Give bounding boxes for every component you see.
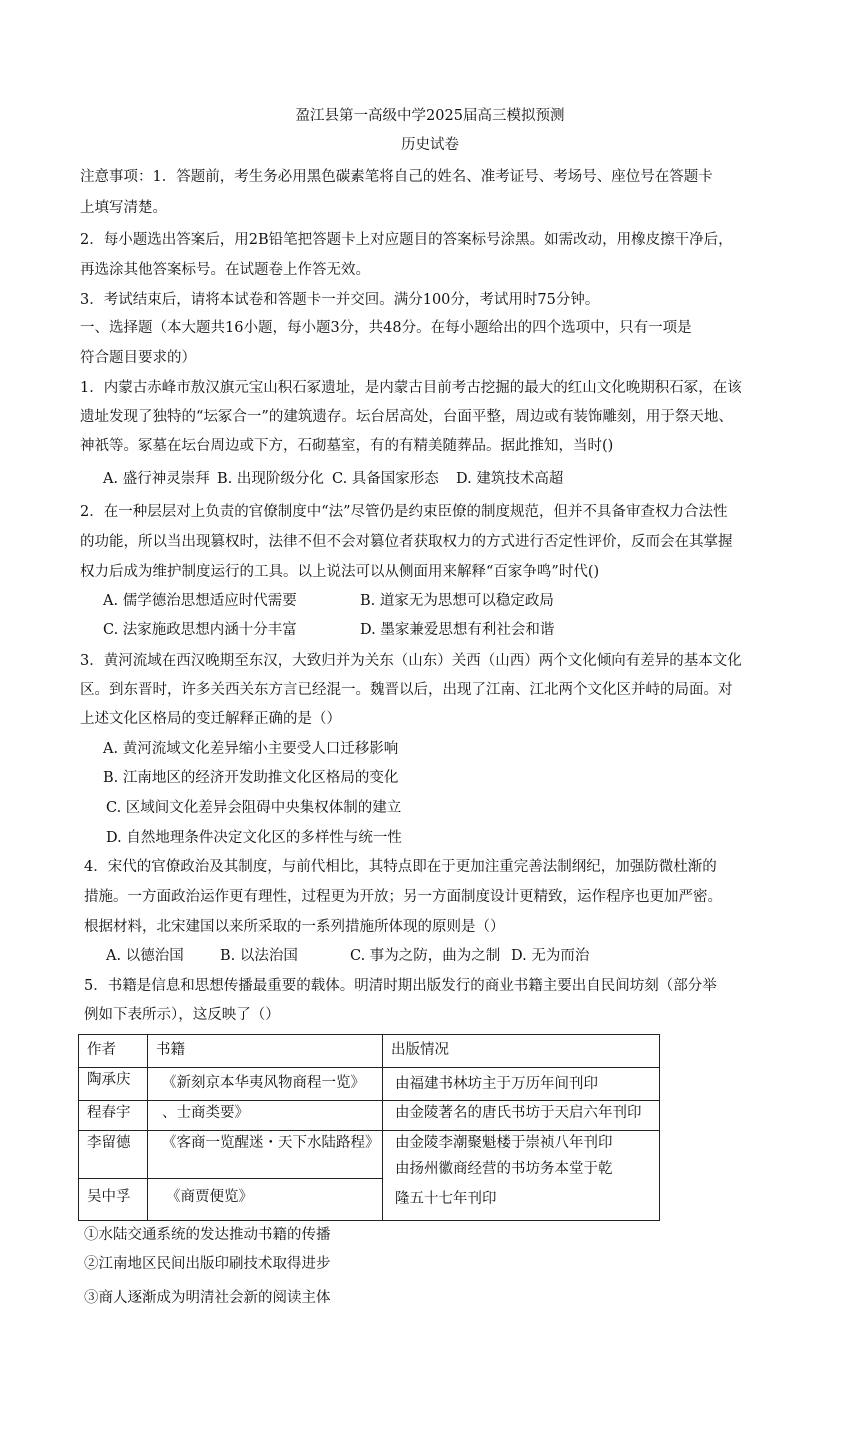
exam-subtitle: 历史试卷: [401, 137, 459, 153]
q2-option-a: A. 儒学德治思想适应时代需要: [103, 593, 297, 609]
q2-option-b: B. 道家无为思想可以稳定政局: [360, 593, 554, 609]
q3-stem-line-2: 区。到东晋时，许多关西关东方言已经混一。魏晋以后，出现了江南、江北两个文化区并峙的局面。对: [80, 682, 733, 698]
cell-publication-continued: [383, 1160, 660, 1221]
section-heading-line-2: 符合题目要求的）: [80, 350, 196, 366]
q3-option-b: B. 江南地区的经济开发助推文化区格局的变化: [103, 770, 399, 786]
q5-stem-line-2: 例如下表所示），这反映了（）: [84, 1007, 280, 1023]
header-author: 作者: [79, 1035, 148, 1068]
table-row: [79, 1179, 660, 1221]
table-header-row: [79, 1035, 660, 1068]
cell-book: 《客商一览醒迷・天下水陆路程》: [148, 1131, 383, 1179]
cell-publication: 由福建书林坊主于万历年间刊印: [383, 1068, 660, 1101]
q2-option-d: D. 墨家兼爱思想有利社会和谐: [360, 622, 555, 638]
cell-publication-line-2: 隆五十七年刊印: [395, 1190, 497, 1207]
q1-stem-line-1: 1．内蒙古赤峰市敖汉旗元宝山积石冢遗址，是内蒙古目前考古挖掘的最大的红山文化晚期积石冢，在该: [80, 380, 742, 396]
q5-stem-line-1: 5．书籍是信息和思想传播最重要的载体。明清时期出版发行的商业书籍主要出自民间坊刻（部分举: [84, 978, 717, 994]
q4-option-a: A. 以德治国: [106, 948, 184, 964]
header-publication: 出版情况: [383, 1035, 660, 1068]
cell-publication: 由金陵著名的唐氏书坊于天启六年刊印: [383, 1101, 660, 1131]
note-2-line-1: 2．每小题选出答案后，用2B铅笔把答题卡上对应题目的答案标号涂黑。如需改动，用橡皮擦干净后，: [80, 232, 733, 248]
cell-book: 《新刻京本华夷风物商程一览》: [148, 1068, 383, 1101]
q2-stem-line-3: 权力后成为维护制度运行的工具。以上说法可以从侧面用来解释“百家争鸣”时代(): [80, 564, 600, 580]
q2-stem-line-2: 的功能，所以当出现篡权时，法律不但不会对篡位者获取权力的方式进行否定性评价，反而会在其掌握: [80, 534, 733, 550]
cell-author: 陶承庆: [79, 1068, 148, 1101]
cell-author: 吴中孚: [79, 1179, 148, 1221]
cell-author: 程春宇: [79, 1101, 148, 1131]
q5-statement-1: ①水陆交通系统的发达推动书籍的传播: [84, 1227, 331, 1243]
q5-statement-3: ③商人逐渐成为明清社会新的阅读主体: [84, 1290, 331, 1306]
q3-stem-line-1: 3．黄河流域在西汉晚期至东汉，大致归并为关东（山东）关西（山西）两个文化倾向有差异的基本文化: [80, 653, 742, 669]
q1-option-d: D. 建筑技术高超: [456, 471, 564, 487]
q4-stem-line-1: 4．宋代的官僚政治及其制度，与前代相比，其特点即在于更加注重完善法制纲纪，加强防微杜渐的: [84, 859, 717, 875]
q1-stem-line-2: 遗址发现了独特的“坛冢合一”的建筑遗存。坛台居高处，台面平整，周边或有装饰雕刻，用于祭天地、: [80, 409, 733, 425]
note-1-line-1: 注意事项：1．答题前，考生务必用黑色碳素笔将自己的姓名、准考证号、考场号、座位号在答题卡: [80, 169, 713, 185]
header-book: 书籍: [148, 1035, 383, 1068]
note-2-line-2: 再选涂其他答案标号。在试题卷上作答无效。: [80, 262, 370, 278]
books-table: [78, 1034, 660, 1221]
q5-statement-2: ②江南地区民间出版印刷技术取得进步: [84, 1256, 331, 1272]
note-3: 3．考试结束后，请将本试卷和答题卡一并交回。满分100分，考试用时75分钟。: [80, 292, 600, 308]
cell-book: 《商贾便览》: [148, 1179, 383, 1221]
cell-author: 李留德: [79, 1131, 148, 1179]
q1-option-a: A. 盛行神灵崇拜: [103, 471, 210, 487]
q4-stem-line-2: 措施。一方面政治运作更有理性，过程更为开放；另一方面制度设计更精致，运作程序也更加严密。: [84, 889, 722, 905]
cell-publication: 由金陵李潮聚魁楼于崇祯八年刊印: [383, 1131, 660, 1179]
q3-option-d: D. 自然地理条件决定文化区的多样性与统一性: [106, 830, 402, 846]
q2-option-c: C. 法家施政思想内涵十分丰富: [103, 622, 297, 638]
table-row: [79, 1068, 660, 1101]
q3-option-c: C. 区域间文化差异会阻碍中央集权体制的建立: [106, 800, 402, 816]
q1-option-b: B. 出现阶级分化: [217, 471, 324, 487]
exam-title: 盈江县第一高级中学2025届高三模拟预测: [295, 108, 565, 124]
q1-stem-line-3: 神祇等。冢墓在坛台周边或下方，石砌墓室，有的有精美随葬品。据此推知，当时(): [80, 438, 614, 454]
q2-stem-line-1: 2．在一种层层对上负责的官僚制度中“法”尽管仍是约束臣僚的制度规范，但并不具备审查权力合法性: [80, 504, 728, 520]
q4-option-d: D. 无为而治: [511, 948, 590, 964]
q4-option-b: B. 以法治国: [220, 948, 298, 964]
q3-stem-line-3: 上述文化区格局的变迁解释正确的是（）: [80, 711, 341, 727]
q3-option-a: A. 黄河流域文化差异缩小主要受人口迁移影响: [103, 741, 399, 757]
cell-book: 、士商类要》: [148, 1101, 383, 1131]
cell-publication: 由扬州徽商经营的书坊务本堂于乾: [395, 1160, 613, 1177]
q4-stem-line-3: 根据材料，北宋建国以来所采取的一系列措施所体现的原则是（）: [84, 919, 505, 935]
table-row: [79, 1101, 660, 1131]
section-heading-line-1: 一、选择题（本大题共16小题，每小题3分，共48分。在每小题给出的四个选项中，只有一项是: [80, 320, 692, 336]
note-1-line-2: 上填写清楚。: [80, 200, 167, 216]
q4-option-c: C. 事为之防，曲为之制: [350, 948, 501, 964]
q1-option-c: C. 具备国家形态: [332, 471, 439, 487]
